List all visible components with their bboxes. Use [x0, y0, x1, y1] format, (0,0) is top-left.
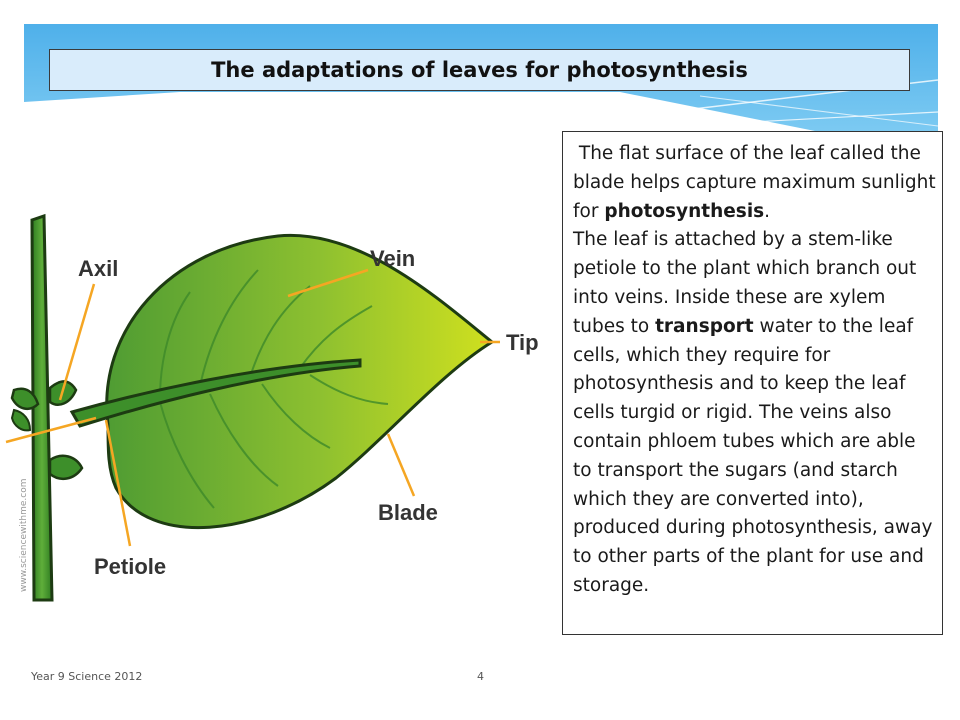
leaf-diagram: [0, 190, 560, 630]
title-bar: [49, 49, 910, 91]
page-number: 4: [477, 670, 484, 683]
slide-title: The adaptations of leaves for photosynthesis: [211, 58, 748, 82]
explanation-box: [562, 131, 943, 635]
label-blade: Blade: [378, 500, 438, 525]
stem: [32, 216, 52, 600]
paragraph-blade: The flat surface of the leaf called the blade helps capture maximum sunlight for photosynthesis.: [573, 143, 936, 222]
label-axil: Axil: [78, 256, 119, 281]
label-vein: Vein: [370, 246, 416, 271]
paragraph-petiole: The leaf is attached by a stem-like petiole to the plant which branch out into veins. Inside these are xylem tubes to transport water to the leaf cells, which they require for photosynthesis and to keep the leaf cells turgid or rigid. The veins also contain phloem tubes which are able to transport the sugars (and starch which they are converted into), produced during photosynthesis, away to other parts of the plant for use and storage.: [573, 229, 933, 596]
watermark: www.sciencewithme.com: [19, 478, 29, 592]
leaf-blade: [107, 235, 492, 527]
label-petiole: Petiole: [94, 554, 167, 579]
footer-course: Year 9 Science 2012: [31, 670, 143, 683]
label-tip: Tip: [506, 330, 539, 355]
